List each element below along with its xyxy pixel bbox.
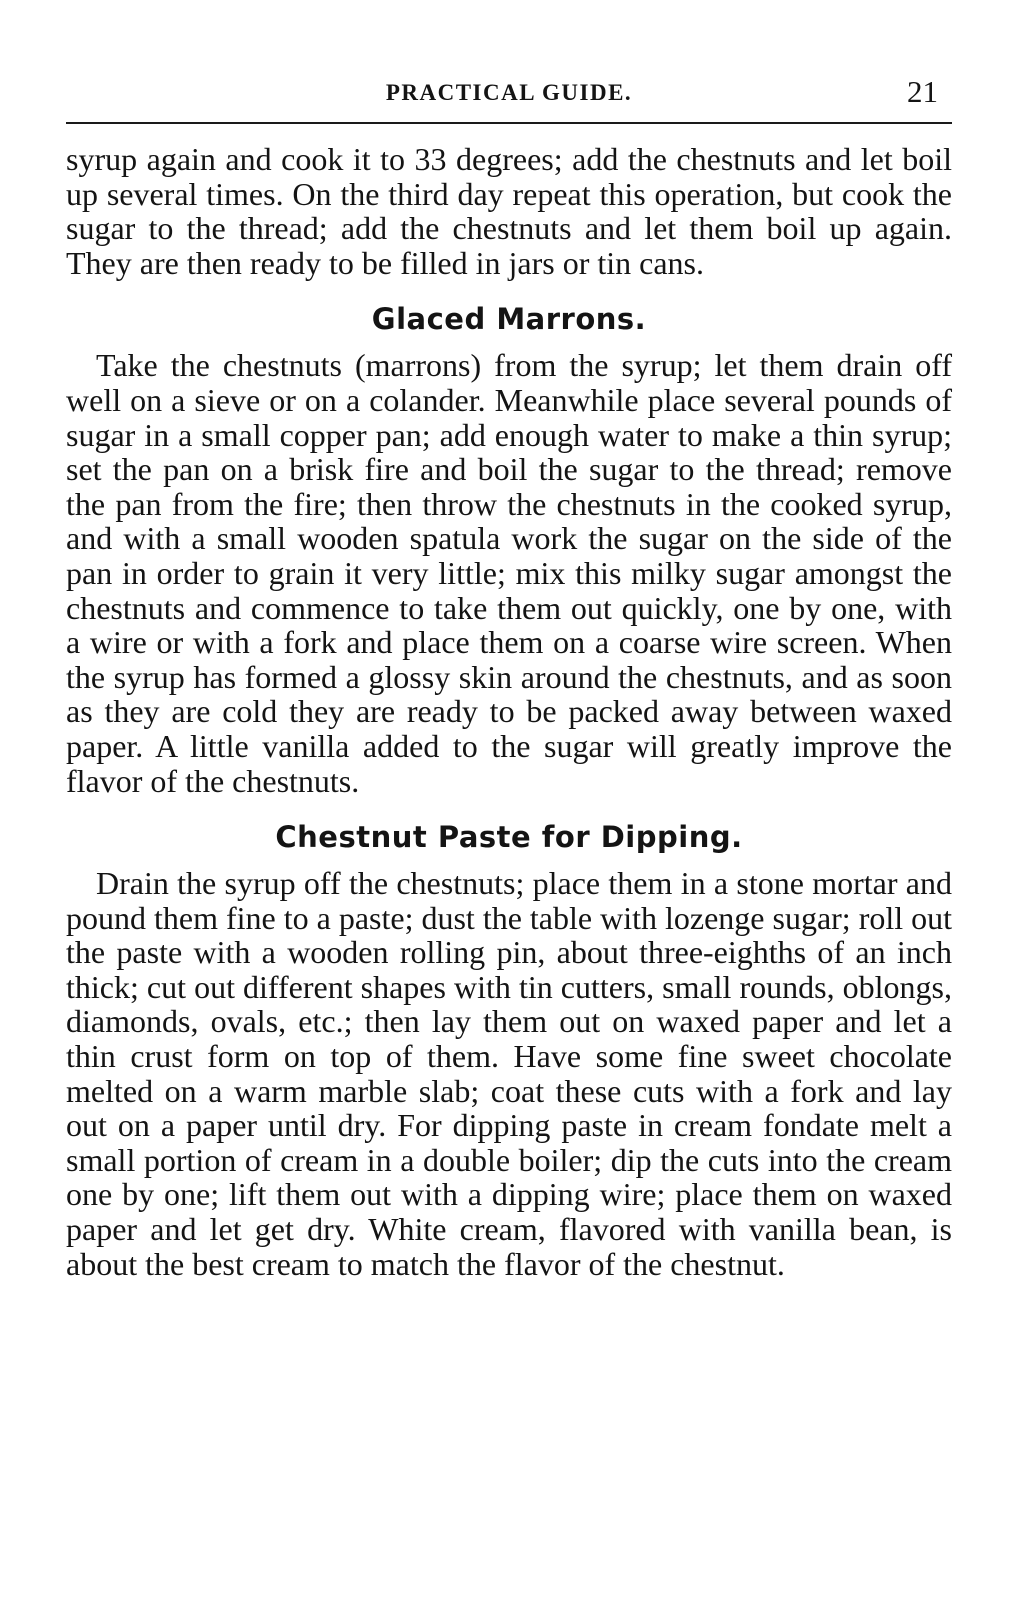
running-title: PRACTICAL GUIDE. <box>385 80 633 105</box>
section-heading-chestnut-paste: Chestnut Paste for Dipping. <box>275 820 743 855</box>
header-rule <box>66 122 952 124</box>
page-number: 21 <box>907 74 938 109</box>
continued-paragraph: syrup again and cook it to 33 degrees; add the chestnuts and let boil up several times. On the third day repeat this operation, but cook the sugar to the thread; add the chestnuts and let them boil up again. They are then ready to be filled in jars or tin cans. <box>66 141 952 281</box>
section-body-glaced-marrons: Take the chestnuts (marrons) from the syrup; let them drain off well on a sieve or on a colander. Meanwhile place several pounds of sugar in a small copper pan; add enough water to make a thin syrup; set the pan on a brisk fire and boil the sugar to the thread; remove the pan from the fire; then throw the chestnuts in the cooked syrup, and with a small wooden spatula work the sugar on the side of the pan in order to grain it very little; mix this milky sugar amongst the chestnuts and commence to take them out quickly, one by one, with a wire or with a fork and place them on a coarse wire screen. When the syrup has formed a glossy skin around the chestnuts, and as soon as they are cold they are ready to be packed away between waxed paper. A little vanilla added to the sugar will greatly improve the flavor of the chestnuts. <box>66 347 952 799</box>
running-head <box>66 70 952 114</box>
book-page <box>66 70 952 1281</box>
section-body-chestnut-paste: Drain the syrup off the chestnuts; place them in a stone mortar and pound them fine to a paste; dust the table with lozenge sugar; roll out the paste with a wooden rolling pin, about three-eighths of an inch thick; cut out different shapes with tin cutters, small rounds, oblongs, diamonds, ovals, etc.; then lay them out on waxed paper and let a thin crust form on top of them. Have some fine sweet chocolate melted on a warm marble slab; coat these cuts with a fork and lay out on a paper until dry. For dipping paste in cream fondate melt a small portion of cream in a double boiler; dip the cuts into the cream one by one; lift them out with a dipping wire; place them on waxed paper and let get dry. White cream, flavored with vanilla bean, is about the best cream to match the flavor of the chestnut. <box>66 865 953 1282</box>
section-heading-glaced-marrons: Glaced Marrons. <box>371 302 647 337</box>
